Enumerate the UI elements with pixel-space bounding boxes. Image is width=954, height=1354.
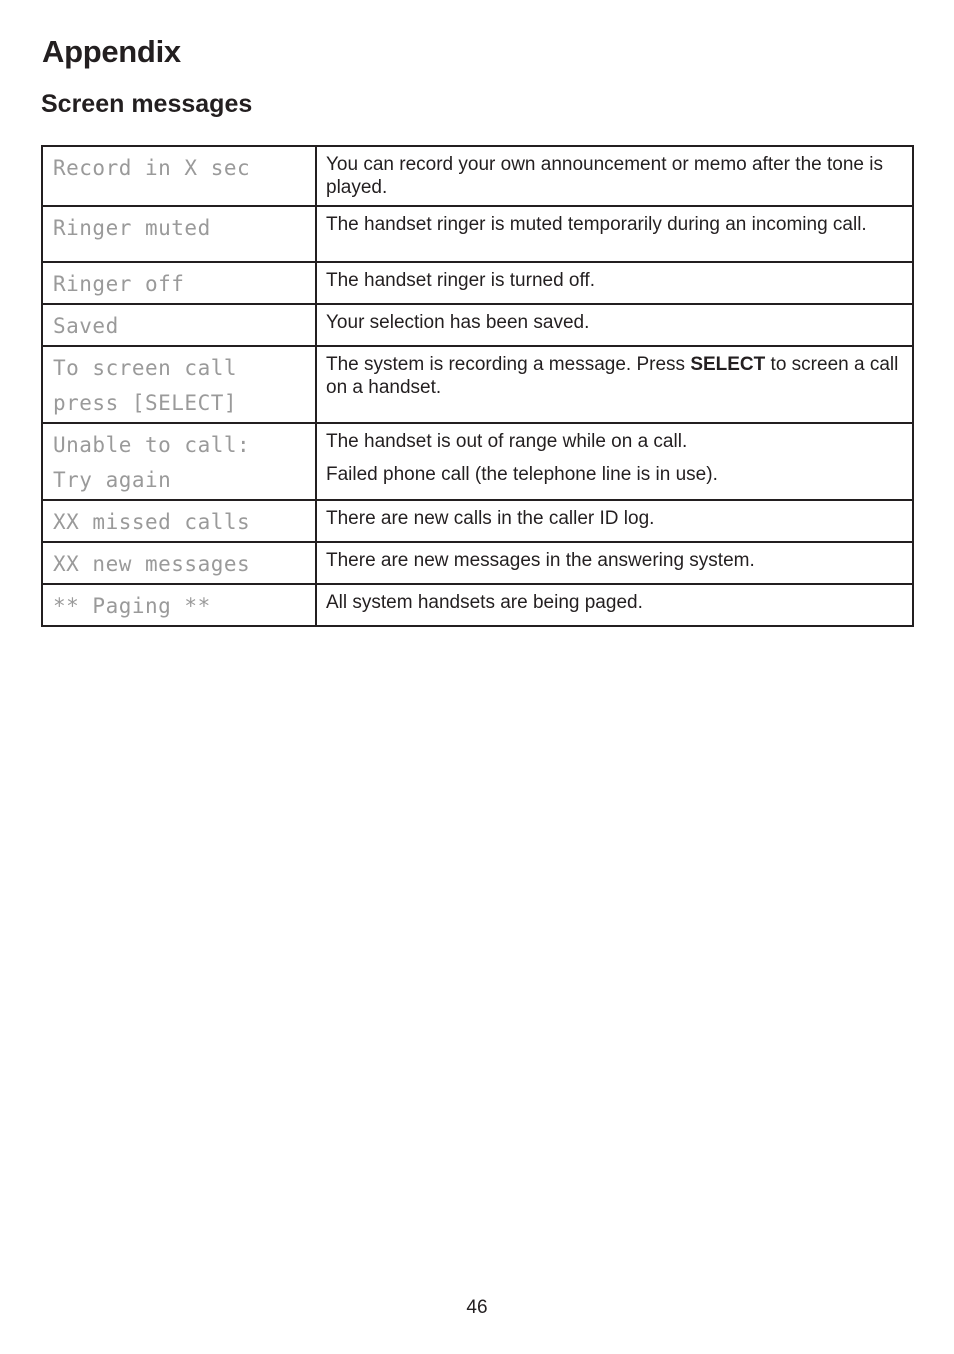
screen-message-text: Record in X sec: [53, 156, 251, 180]
screen-message-text: Saved: [53, 314, 119, 338]
description-text: Your selection has been saved.: [326, 312, 590, 333]
screen-message-text: Unable to call:: [53, 433, 251, 457]
description-text: The handset is out of range while on a call.: [326, 431, 688, 452]
description-cell: [316, 542, 913, 584]
table-row: [42, 423, 913, 500]
description-text: There are new calls in the caller ID log.: [326, 508, 655, 529]
description-text: Failed phone call (the telephone line is in use).: [326, 464, 718, 485]
screen-message-cell: [42, 542, 316, 584]
table-row: [42, 206, 913, 262]
screen-message-text: To screen call: [53, 356, 238, 380]
table-row: [42, 500, 913, 542]
page-title: Appendix: [42, 34, 181, 69]
section-title: Screen messages: [41, 90, 253, 118]
description-text: All system handsets are being paged.: [326, 592, 643, 613]
description-text: The handset ringer is muted temporarily during an incoming call.: [326, 214, 867, 235]
description-text: You can record your own announcement or memo after the tone is played.: [326, 154, 883, 198]
description-text: [326, 353, 902, 399]
screen-message-cell: [42, 423, 316, 500]
description-text: The handset ringer is turned off.: [326, 270, 595, 291]
table-row: [42, 584, 913, 626]
description-cell: [316, 584, 913, 626]
description-cell: [316, 423, 913, 500]
screen-message-text: Ringer muted: [53, 216, 211, 240]
screen-message-cell: [42, 500, 316, 542]
screen-message-text: press [SELECT]: [53, 391, 238, 415]
description-cell: [316, 500, 913, 542]
table-row: [42, 346, 913, 423]
description-text: There are new messages in the answering system.: [326, 550, 755, 571]
table-row: [42, 542, 913, 584]
select-key-label: SELECT: [690, 354, 766, 375]
screen-message-cell: [42, 206, 316, 262]
screen-message-cell: [42, 262, 316, 304]
description-text-after: to screen a call on a handset.: [326, 354, 899, 398]
screen-message-text: Try again: [53, 468, 172, 492]
description-cell: [316, 262, 913, 304]
screen-message-text: XX new messages: [53, 552, 251, 576]
description-cell: [316, 206, 913, 262]
screen-message-cell: [42, 146, 316, 206]
screen-message-text: XX missed calls: [53, 510, 251, 534]
screen-messages-table: [41, 145, 914, 627]
page-number: 46: [466, 1297, 488, 1318]
screen-message-cell: [42, 346, 316, 423]
description-text-before: The system is recording a message. Press: [326, 354, 691, 375]
screen-message-text: ** Paging **: [53, 594, 211, 618]
screen-message-cell: [42, 584, 316, 626]
description-cell: [316, 304, 913, 346]
table-row: [42, 262, 913, 304]
screen-message-cell: [42, 304, 316, 346]
description-cell: [316, 146, 913, 206]
table-row: [42, 146, 913, 206]
table-row: [42, 304, 913, 346]
description-cell: [316, 346, 913, 423]
screen-message-text: Ringer off: [53, 272, 185, 296]
